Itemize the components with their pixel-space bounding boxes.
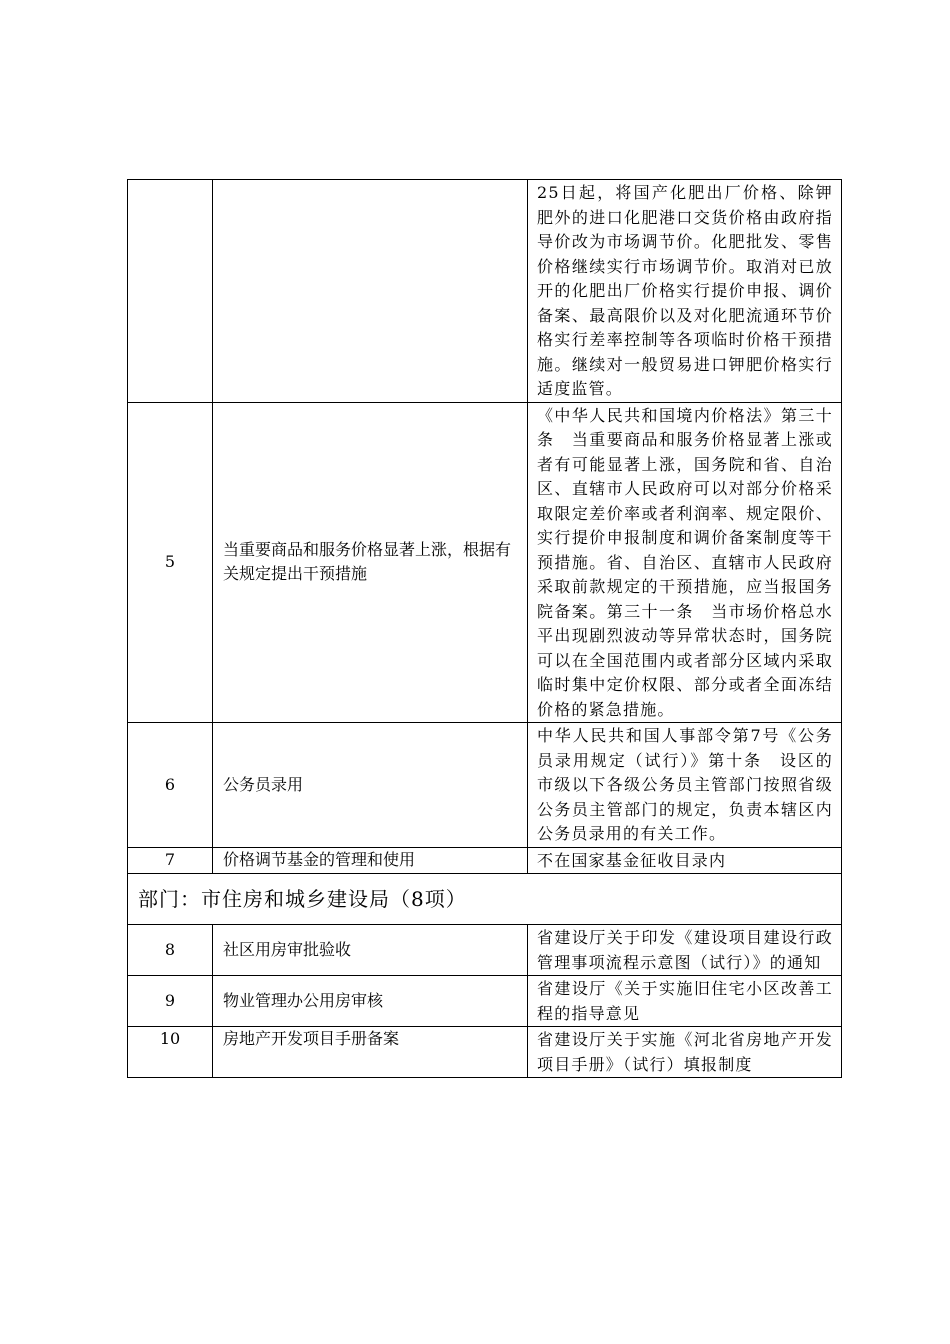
table-row — [128, 1027, 842, 1078]
item-number: 6 — [128, 723, 213, 848]
item-legal-basis-text: 省建设厅关于印发《建设项目建设行政管理事项流程示意图（试行）》的通知 — [537, 928, 833, 972]
item-number — [128, 180, 213, 403]
item-legal-basis — [528, 402, 842, 723]
item-legal-basis — [528, 925, 842, 976]
table-row — [128, 847, 842, 874]
item-legal-basis — [528, 723, 842, 848]
item-number: 5 — [128, 402, 213, 723]
item-legal-basis — [528, 180, 842, 403]
table-row — [128, 976, 842, 1027]
department-heading: 部门：市住房和城乡建设局（8项） — [128, 874, 842, 925]
item-legal-basis — [528, 847, 842, 874]
item-legal-basis-text: 中华人民共和国人事部令第7号《公务员录用规定（试行）》第十条 设区的市级以下各级公务员主管部门按照省级公务员主管部门的规定，负责本辖区内公务员录用的有关工作。 — [537, 726, 833, 843]
item-legal-basis-text: 《中华人民共和国境内价格法》第三十条 当重要商品和服务价格显著上涨或者有可能显著上涨，国务院和省、自治区、直辖市人民政府可以对部分价格采取限定差价率或者利润率、规定限价、实行提价申报制度和调价备案制度等干预措施。省、自治区、直辖市人民政府采取前款规定的干预措施，应当报国务院备案。第三十一条 当市场价格总水平出现剧烈波动等异常状态时，国务院可以在全国范围内或者部分区域内采取临时集中定价权限、部分或者全面冻结价格的紧急措施。 — [537, 405, 833, 719]
department-row — [128, 874, 842, 925]
item-legal-basis-text: 25日起，将国产化肥出厂价格、除钾肥外的进口化肥港口交货价格由政府指导价改为市场调节价。化肥批发、零售价格继续实行市场调节价。取消对已放开的化肥出厂价格实行提价申报、调价备案、最高限价以及对化肥流通环节价格实行差率控制等各项临时价格干预措施。继续对一般贸易进口钾肥价格实行适度监管。 — [537, 183, 833, 398]
table-row — [128, 723, 842, 848]
item-name — [213, 180, 528, 403]
item-name: 价格调节基金的管理和使用 — [213, 847, 528, 874]
item-legal-basis-text: 省建设厅《关于实施旧住宅小区改善工程的指导意见 — [537, 979, 833, 1023]
item-name: 社区用房审批验收 — [213, 925, 528, 976]
item-legal-basis-text: 省建设厅关于实施《河北省房地产开发项目手册》（试行）填报制度 — [537, 1030, 833, 1074]
item-number: 9 — [128, 976, 213, 1027]
item-name: 物业管理办公用房审核 — [213, 976, 528, 1027]
item-name: 公务员录用 — [213, 723, 528, 848]
table-row — [128, 402, 842, 723]
item-number: 10 — [128, 1027, 213, 1078]
document-table — [127, 179, 842, 1078]
item-number: 8 — [128, 925, 213, 976]
item-name: 房地产开发项目手册备案 — [213, 1027, 528, 1078]
item-legal-basis — [528, 1027, 842, 1078]
item-number: 7 — [128, 847, 213, 874]
table-row — [128, 925, 842, 976]
item-name: 当重要商品和服务价格显著上涨，根据有关规定提出干预措施 — [213, 402, 528, 723]
item-legal-basis — [528, 976, 842, 1027]
item-legal-basis-text: 不在国家基金征收目录内 — [537, 850, 727, 870]
table-row — [128, 180, 842, 403]
